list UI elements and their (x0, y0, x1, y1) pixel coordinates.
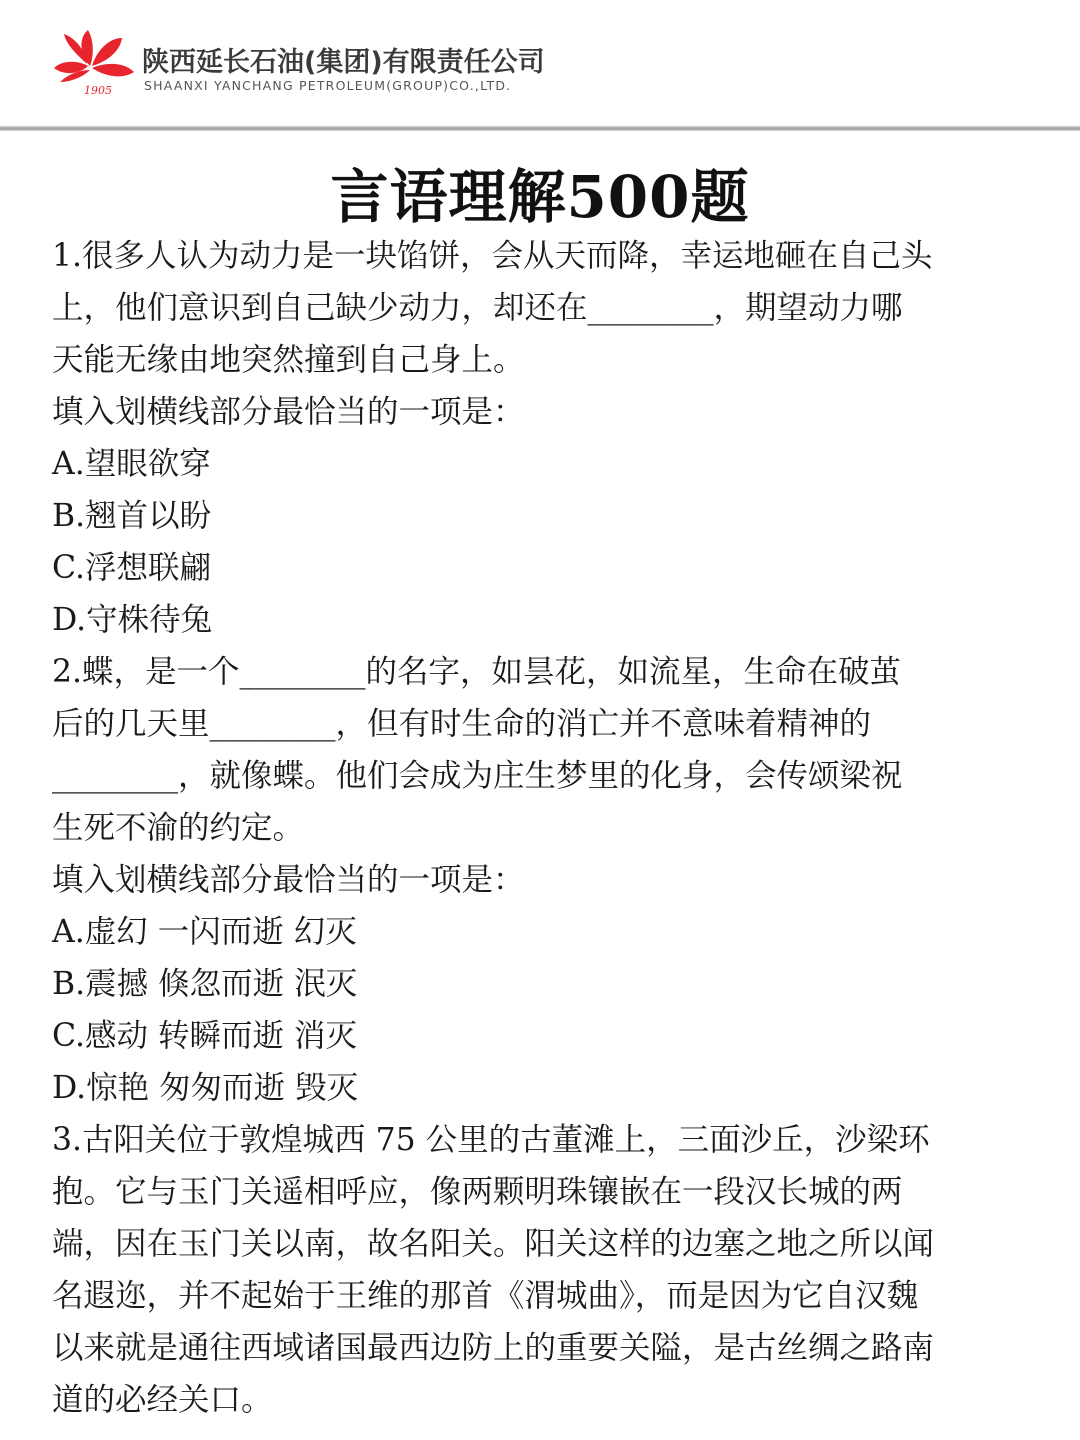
company-name-cn: 陕西延长石油(集团)有限责任公司 (142, 47, 545, 78)
text-line: 2.蝶，是一个________的名字，如昙花，如流星，生命在破茧 (52, 654, 902, 690)
page-title: 言语理解500题 (330, 163, 750, 231)
option-d: D.惊艳 匆匆而逝 毁灭 (52, 1070, 359, 1106)
option-d: D.守株待兔 (52, 602, 213, 638)
text-line: 1.很多人认为动力是一块馅饼，会从天而降，幸运地砸在自己头 (52, 238, 933, 274)
header-banner (0, 0, 1080, 128)
option-b: B.翘首以盼 (52, 498, 212, 534)
header-divider (0, 126, 1080, 131)
text-line: ________，就像蝶。他们会成为庄生梦里的化身，会传颂梁祝 (52, 758, 903, 794)
logo-year: 1905 (84, 84, 112, 97)
question-prompt: 填入划横线部分最恰当的一项是： (52, 862, 525, 898)
company-name-en: SHAANXI YANCHANG PETROLEUM(GROUP)CO.,LTD. (144, 78, 512, 93)
text-line: 3.古阳关位于敦煌城西 75 公里的古董滩上，三面沙丘，沙梁环 (52, 1122, 930, 1158)
text-line: 抱。它与玉门关遥相呼应，像两颗明珠镶嵌在一段汉长城的两 (52, 1174, 903, 1210)
text-line: 端，因在玉门关以南，故名阳关。阳关这样的边塞之地之所以闻 (52, 1226, 935, 1262)
option-a: A.虚幻 一闪而逝 幻灭 (52, 914, 357, 950)
option-a: A.望眼欲穿 (52, 446, 211, 482)
question-prompt: 填入划横线部分最恰当的一项是： (52, 394, 525, 430)
text-line: 以来就是通往西域诸国最西边防上的重要关隘，是古丝绸之路南 (52, 1330, 935, 1366)
text-line: 后的几天里________，但有时生命的消亡并不意味着精神的 (52, 706, 872, 742)
text-line: 生死不渝的约定。 (52, 810, 305, 846)
text-line: 天能无缘由地突然撞到自己身上。 (52, 342, 525, 378)
option-c: C.感动 转瞬而逝 消灭 (52, 1018, 358, 1054)
text-line: 上，他们意识到自己缺少动力，却还在________，期望动力哪 (52, 290, 903, 326)
option-b: B.震撼 倏忽而逝 泯灭 (52, 966, 358, 1002)
option-c: C.浮想联翩 (52, 550, 211, 586)
text-line: 道的必经关口。 (52, 1382, 273, 1418)
question-content (52, 230, 1032, 1426)
yanchang-petroleum-logo-icon (50, 26, 136, 98)
text-line: 名遐迩，并不起始于王维的那首《渭城曲》，而是因为它自汉魏 (52, 1278, 919, 1314)
